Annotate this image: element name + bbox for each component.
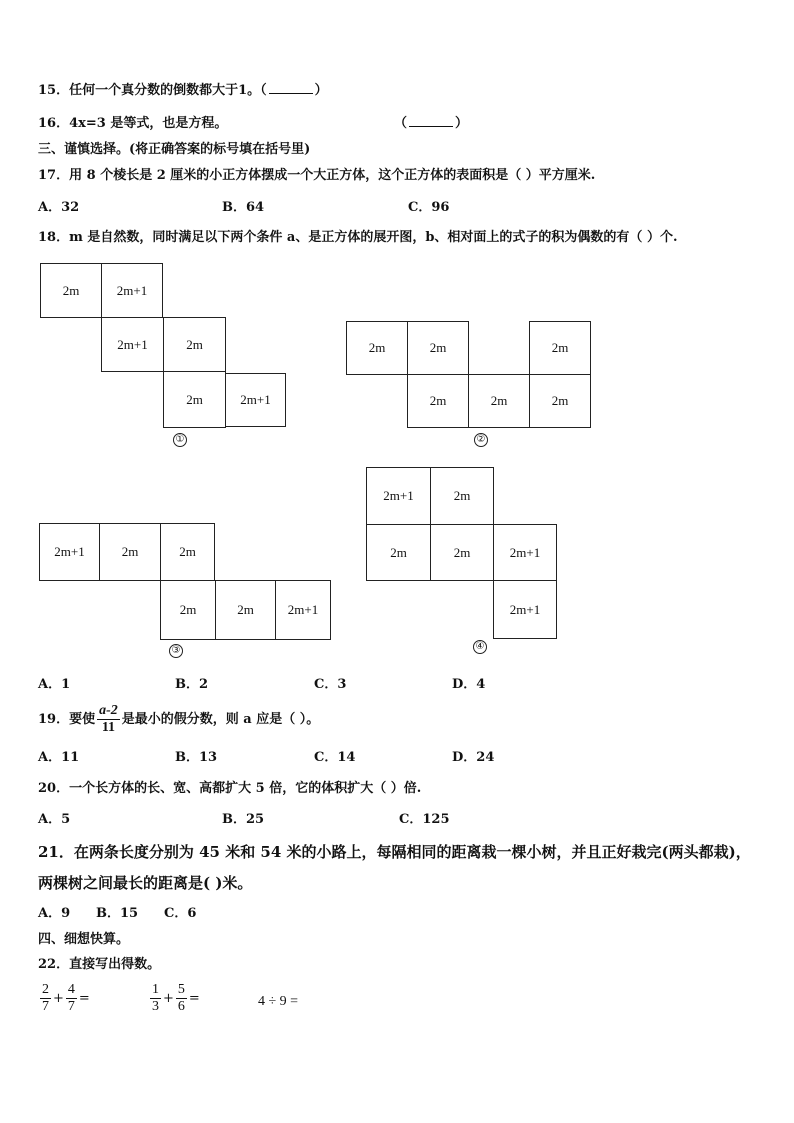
question-16-text: 16．4x=3 是等式，也是方程。: [38, 116, 228, 131]
net-label-2: ②: [474, 433, 488, 447]
answer-blank[interactable]: [409, 116, 453, 127]
net-face: 2m: [529, 321, 591, 375]
fraction-numerator: 5: [177, 982, 185, 997]
fraction-numerator: 1: [152, 982, 159, 997]
option-b[interactable]: B．13: [175, 750, 218, 765]
net-face: 2m: [163, 317, 226, 372]
net-face: 2m: [160, 523, 215, 581]
fraction: [97, 703, 120, 736]
net-face: 2m+1: [225, 373, 286, 427]
net-face: 2m+1: [275, 580, 331, 640]
fraction-denominator: 3: [152, 999, 159, 1014]
option-b[interactable]: B．2: [175, 677, 209, 692]
net-face: 2m: [99, 523, 161, 581]
option-b[interactable]: B．15: [96, 906, 139, 921]
net-face: 2m: [160, 580, 216, 640]
equals-sign: =: [78, 991, 90, 1006]
option-c[interactable]: C．14: [314, 750, 356, 765]
net-face: 2m: [407, 374, 469, 428]
net-face: 2m+1: [366, 467, 431, 525]
expression-1: [38, 982, 90, 1015]
option-a[interactable]: A．32: [38, 200, 80, 215]
fraction: [150, 982, 161, 1015]
question-16-answer: [394, 116, 468, 132]
option-a[interactable]: A．9: [38, 906, 71, 921]
question-21-line-2: 两棵树之间最长的距离是( )米。: [38, 874, 253, 892]
option-d[interactable]: D．24: [452, 750, 495, 765]
fraction-denominator: 7: [42, 999, 49, 1014]
question-15-text: 15．任何一个真分数的倒数都大于1。（: [38, 83, 267, 98]
fraction: [66, 982, 77, 1015]
question-16: [38, 116, 227, 132]
option-a[interactable]: A．11: [38, 750, 80, 765]
answer-blank[interactable]: [269, 83, 313, 94]
option-a[interactable]: A．1: [38, 677, 71, 692]
close-paren: ）: [455, 116, 469, 131]
option-c[interactable]: C．6: [164, 906, 197, 921]
fraction-denominator: 7: [67, 999, 75, 1014]
open-paren: （: [394, 116, 408, 131]
fraction-numerator: 2: [42, 982, 49, 997]
question-19-prefix: 19．要使: [38, 712, 96, 727]
option-d[interactable]: D．4: [452, 677, 486, 692]
net-face: 2m: [215, 580, 276, 640]
section-3-heading: 三、谨慎选择。(将正确答案的标号填在括号里): [38, 142, 311, 157]
close-paren: ）: [314, 83, 328, 98]
net-face: 2m: [529, 374, 591, 428]
net-face: 2m+1: [39, 523, 100, 581]
plus-sign: +: [53, 991, 64, 1006]
net-face: 2m: [40, 263, 102, 318]
net-face: 2m+1: [101, 263, 163, 318]
fraction-numerator: 4: [67, 982, 75, 997]
net-face: 2m+1: [101, 317, 164, 372]
option-c[interactable]: C．96: [408, 200, 450, 215]
net-face: 2m: [430, 467, 494, 525]
equals-sign: =: [188, 991, 200, 1006]
net-label-4: ④: [473, 640, 487, 654]
section-4-heading: 四、细想快算。: [38, 932, 130, 947]
plus-sign: +: [163, 991, 174, 1006]
question-21-line-1: 21．在两条长度分别为 45 米和 54 米的小路上，每隔相同的距离栽一棵小树，并且正好栽完(两头都栽)，: [38, 843, 751, 861]
fraction: [40, 982, 51, 1015]
option-c[interactable]: C．3: [314, 677, 347, 692]
net-face: 2m: [346, 321, 408, 375]
net-label-3: ③: [169, 644, 183, 658]
question-20-text: 20．一个长方体的长、宽、高都扩大 5 倍，它的体积扩大（ ）倍.: [38, 781, 422, 796]
net-face: 2m+1: [493, 524, 557, 581]
option-b[interactable]: B．64: [222, 200, 265, 215]
question-18-text: 18．m 是自然数，同时满足以下两个条件 a、是正方体的展开图，b、相对面上的式子的积为偶数的有（ ）个.: [38, 230, 678, 245]
option-a[interactable]: A．5: [38, 812, 71, 827]
question-19-suffix: 是最小的假分数，则 a 应是（ ）。: [121, 712, 320, 727]
fraction-numerator: a-2: [99, 703, 118, 718]
fraction-denominator: 11: [101, 720, 116, 735]
net-face: 2m: [366, 524, 431, 581]
question-22-text: 22．直接写出得数。: [38, 957, 161, 972]
net-face: 2m: [163, 371, 226, 428]
question-15: [38, 83, 328, 99]
net-face: 2m: [468, 374, 530, 428]
question-17-text: 17．用 8 个棱长是 2 厘米的小正方体摆成一个大正方体，这个正方体的表面积是（ ）平方厘米.: [38, 168, 596, 183]
expression-2: [148, 982, 200, 1015]
fraction: [176, 982, 187, 1015]
option-c[interactable]: C．125: [399, 812, 450, 827]
net-face: 2m+1: [493, 580, 557, 639]
net-face: 2m: [407, 321, 469, 375]
fraction-denominator: 6: [177, 999, 185, 1014]
question-19: [38, 703, 319, 736]
net-label-1: ①: [173, 433, 187, 447]
option-b[interactable]: B．25: [222, 812, 265, 827]
net-face: 2m: [430, 524, 494, 581]
expression-3: 4 ÷ 9 =: [258, 994, 299, 1009]
